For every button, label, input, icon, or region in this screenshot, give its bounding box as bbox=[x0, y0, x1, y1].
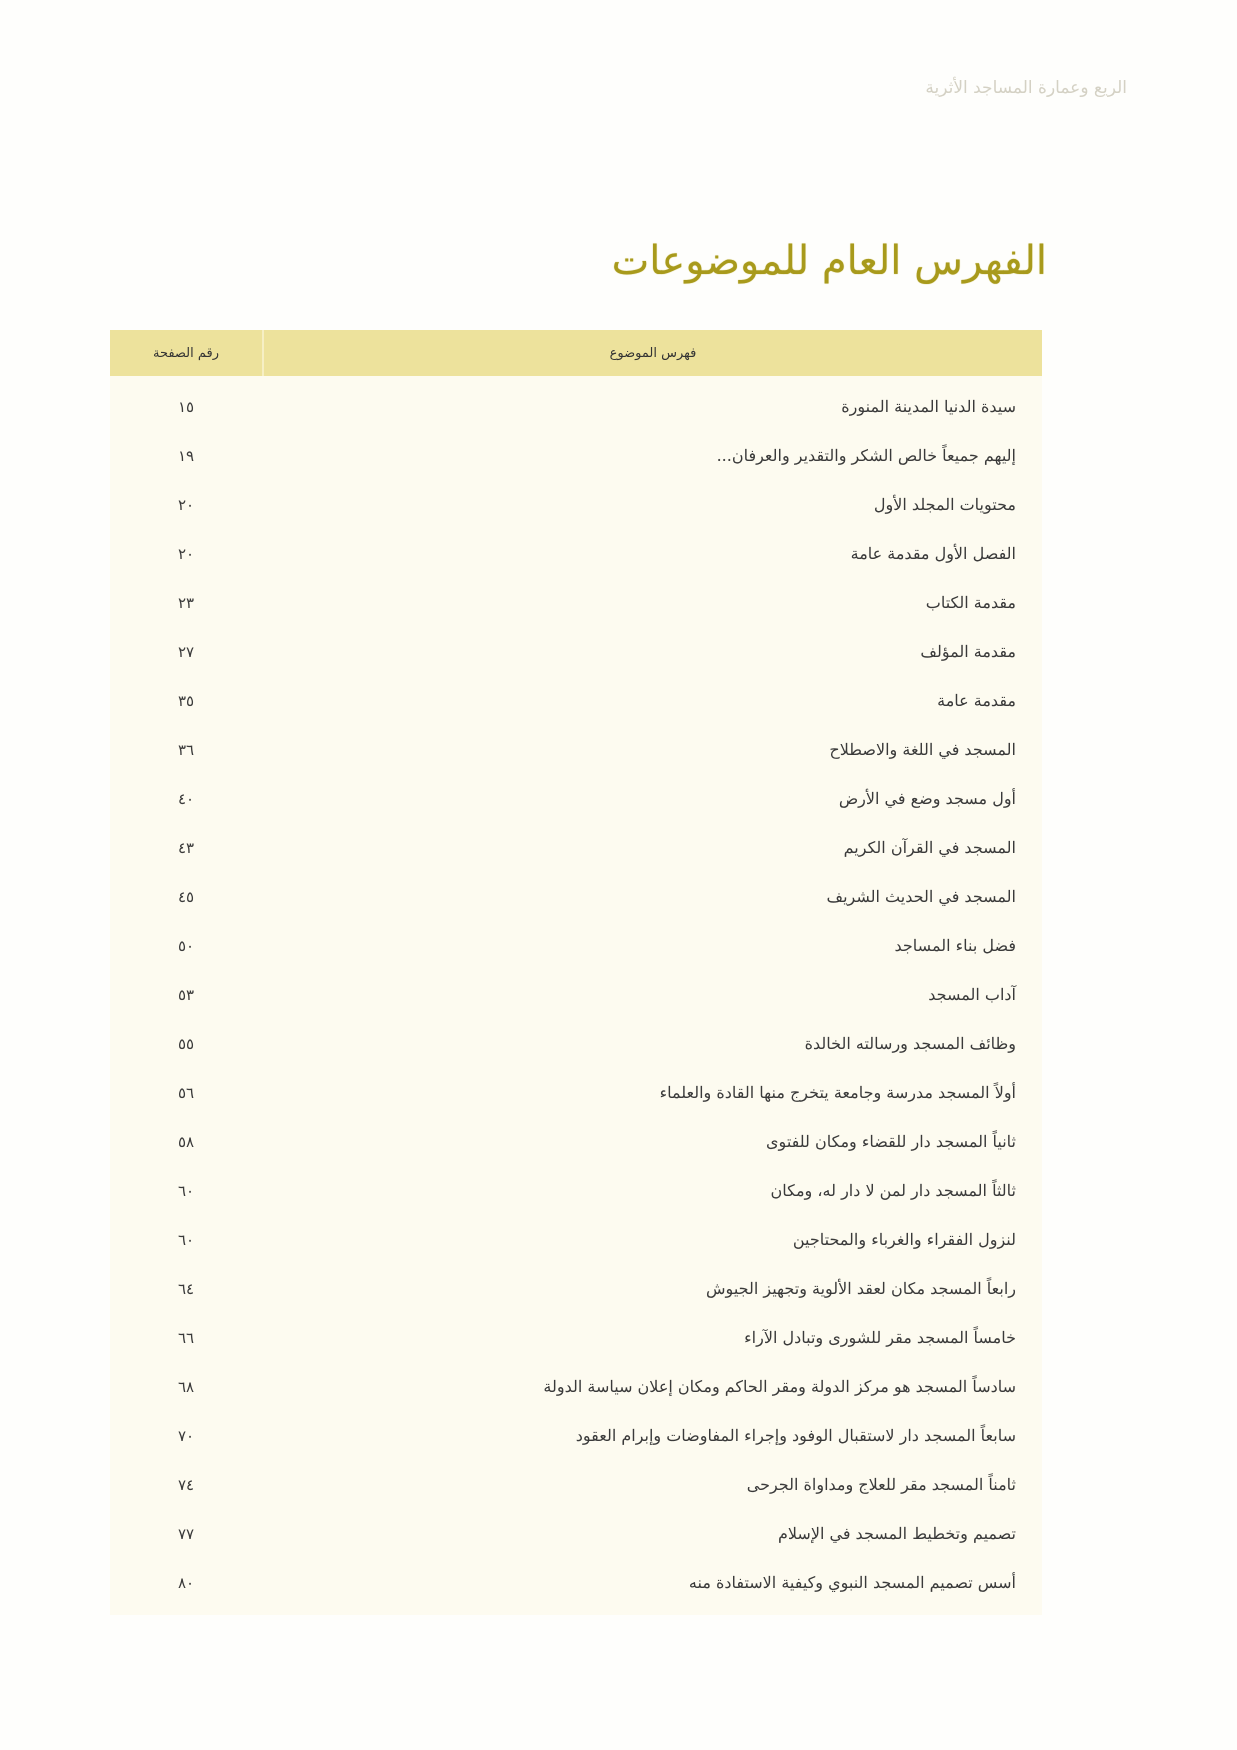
table-row bbox=[110, 725, 1042, 774]
table-row bbox=[110, 1460, 1042, 1509]
contents-table bbox=[110, 330, 1042, 1615]
table-row bbox=[110, 1411, 1042, 1460]
table-row bbox=[110, 823, 1042, 872]
row-page-number: ٧٠ bbox=[177, 1426, 195, 1445]
row-page-number: ٥٨ bbox=[177, 1132, 195, 1151]
table-row bbox=[110, 529, 1042, 578]
row-topic: المسجد في القرآن الكريم bbox=[843, 838, 1016, 857]
table-row bbox=[110, 872, 1042, 921]
row-page-number: ٦٦ bbox=[177, 1328, 195, 1347]
row-page-number: ٧٤ bbox=[177, 1475, 195, 1494]
page-title: الفهرس العام للموضوعات bbox=[611, 238, 1047, 284]
table-row bbox=[110, 1558, 1042, 1607]
table-row bbox=[110, 1019, 1042, 1068]
row-topic: سادساً المسجد هو مركز الدولة ومقر الحاكم ومكان إعلان سياسة الدولة bbox=[543, 1377, 1016, 1396]
row-page-number: ١٩ bbox=[177, 446, 195, 465]
row-page-number: ٤٠ bbox=[177, 789, 195, 808]
row-page-number: ٥٥ bbox=[177, 1034, 195, 1053]
table-row bbox=[110, 1117, 1042, 1166]
row-topic: خامساً المسجد مقر للشورى وتبادل الآراء bbox=[744, 1328, 1016, 1347]
table-row bbox=[110, 627, 1042, 676]
row-topic: أول مسجد وضع في الأرض bbox=[838, 789, 1016, 808]
row-topic: تصميم وتخطيط المسجد في الإسلام bbox=[777, 1524, 1016, 1543]
row-page-number: ٥٣ bbox=[177, 985, 195, 1004]
row-page-number: ٤٥ bbox=[177, 887, 195, 906]
row-topic: آداب المسجد bbox=[928, 985, 1016, 1004]
header-page: رقم الصفحة bbox=[110, 330, 264, 376]
row-page-number: ٢٠ bbox=[177, 544, 195, 563]
row-page-number: ٧٧ bbox=[177, 1524, 195, 1543]
row-topic: مقدمة المؤلف bbox=[920, 642, 1016, 661]
table-row bbox=[110, 431, 1042, 480]
table-row bbox=[110, 1362, 1042, 1411]
row-topic: أولاً المسجد مدرسة وجامعة يتخرج منها القادة والعلماء bbox=[659, 1083, 1016, 1102]
table-row bbox=[110, 921, 1042, 970]
row-topic: لنزول الفقراء والغرباء والمحتاجين bbox=[792, 1230, 1016, 1249]
row-topic: سيدة الدنيا المدينة المنورة bbox=[841, 397, 1016, 416]
row-topic: ثامناً المسجد مقر للعلاج ومداواة الجرحى bbox=[746, 1475, 1016, 1494]
row-page-number: ٣٦ bbox=[177, 740, 195, 759]
table-row bbox=[110, 1166, 1042, 1215]
row-page-number: ٦٨ bbox=[177, 1377, 195, 1396]
table-row bbox=[110, 1313, 1042, 1362]
row-topic: أسس تصميم المسجد النبوي وكيفية الاستفادة منه bbox=[688, 1573, 1016, 1592]
row-page-number: ٦٠ bbox=[177, 1230, 195, 1249]
row-page-number: ٦٤ bbox=[177, 1279, 195, 1298]
table-row bbox=[110, 676, 1042, 725]
header-topic: فهرس الموضوع bbox=[609, 345, 697, 361]
row-topic: رابعاً المسجد مكان لعقد الألوية وتجهيز الجيوش bbox=[706, 1279, 1016, 1298]
row-page-number: ٦٠ bbox=[177, 1181, 195, 1200]
row-topic: سابعاً المسجد دار لاستقبال الوفود وإجراء المفاوضات وإبرام العقود bbox=[575, 1426, 1016, 1445]
table-row bbox=[110, 1215, 1042, 1264]
table-row bbox=[110, 774, 1042, 823]
table-row bbox=[110, 1068, 1042, 1117]
running-head: الريع وعمارة المساجد الأثرية bbox=[925, 78, 1127, 98]
table-row bbox=[110, 970, 1042, 1019]
row-page-number: ١٥ bbox=[177, 397, 195, 416]
row-page-number: ٤٣ bbox=[177, 838, 195, 857]
table-row bbox=[110, 480, 1042, 529]
row-page-number: ٥٦ bbox=[177, 1083, 195, 1102]
row-topic: إليهم جميعاً خالص الشكر والتقدير والعرفان... bbox=[716, 446, 1016, 465]
row-topic: المسجد في الحديث الشريف bbox=[826, 887, 1016, 906]
row-topic: المسجد في اللغة والاصطلاح bbox=[829, 740, 1016, 759]
row-page-number: ٨٠ bbox=[177, 1573, 195, 1592]
table-row bbox=[110, 1509, 1042, 1558]
table-header bbox=[110, 330, 1042, 376]
row-topic: ثالثاً المسجد دار لمن لا دار له، ومكان bbox=[770, 1181, 1016, 1200]
row-topic: ثانياً المسجد دار للقضاء ومكان للفتوى bbox=[766, 1132, 1016, 1151]
row-topic: فضل بناء المساجد bbox=[894, 936, 1016, 955]
table-body bbox=[110, 376, 1042, 1615]
row-topic: مقدمة عامة bbox=[937, 691, 1016, 710]
table-row bbox=[110, 1264, 1042, 1313]
row-page-number: ٢٣ bbox=[177, 593, 195, 612]
row-topic: مقدمة الكتاب bbox=[925, 593, 1016, 612]
row-topic: وظائف المسجد ورسالته الخالدة bbox=[804, 1034, 1016, 1053]
row-topic: الفصل الأول مقدمة عامة bbox=[850, 544, 1016, 563]
row-topic: محتويات المجلد الأول bbox=[873, 495, 1016, 514]
table-row bbox=[110, 382, 1042, 431]
row-page-number: ٢٧ bbox=[177, 642, 195, 661]
table-row bbox=[110, 578, 1042, 627]
row-page-number: ٥٠ bbox=[177, 936, 195, 955]
row-page-number: ٣٥ bbox=[177, 691, 195, 710]
row-page-number: ٢٠ bbox=[177, 495, 195, 514]
